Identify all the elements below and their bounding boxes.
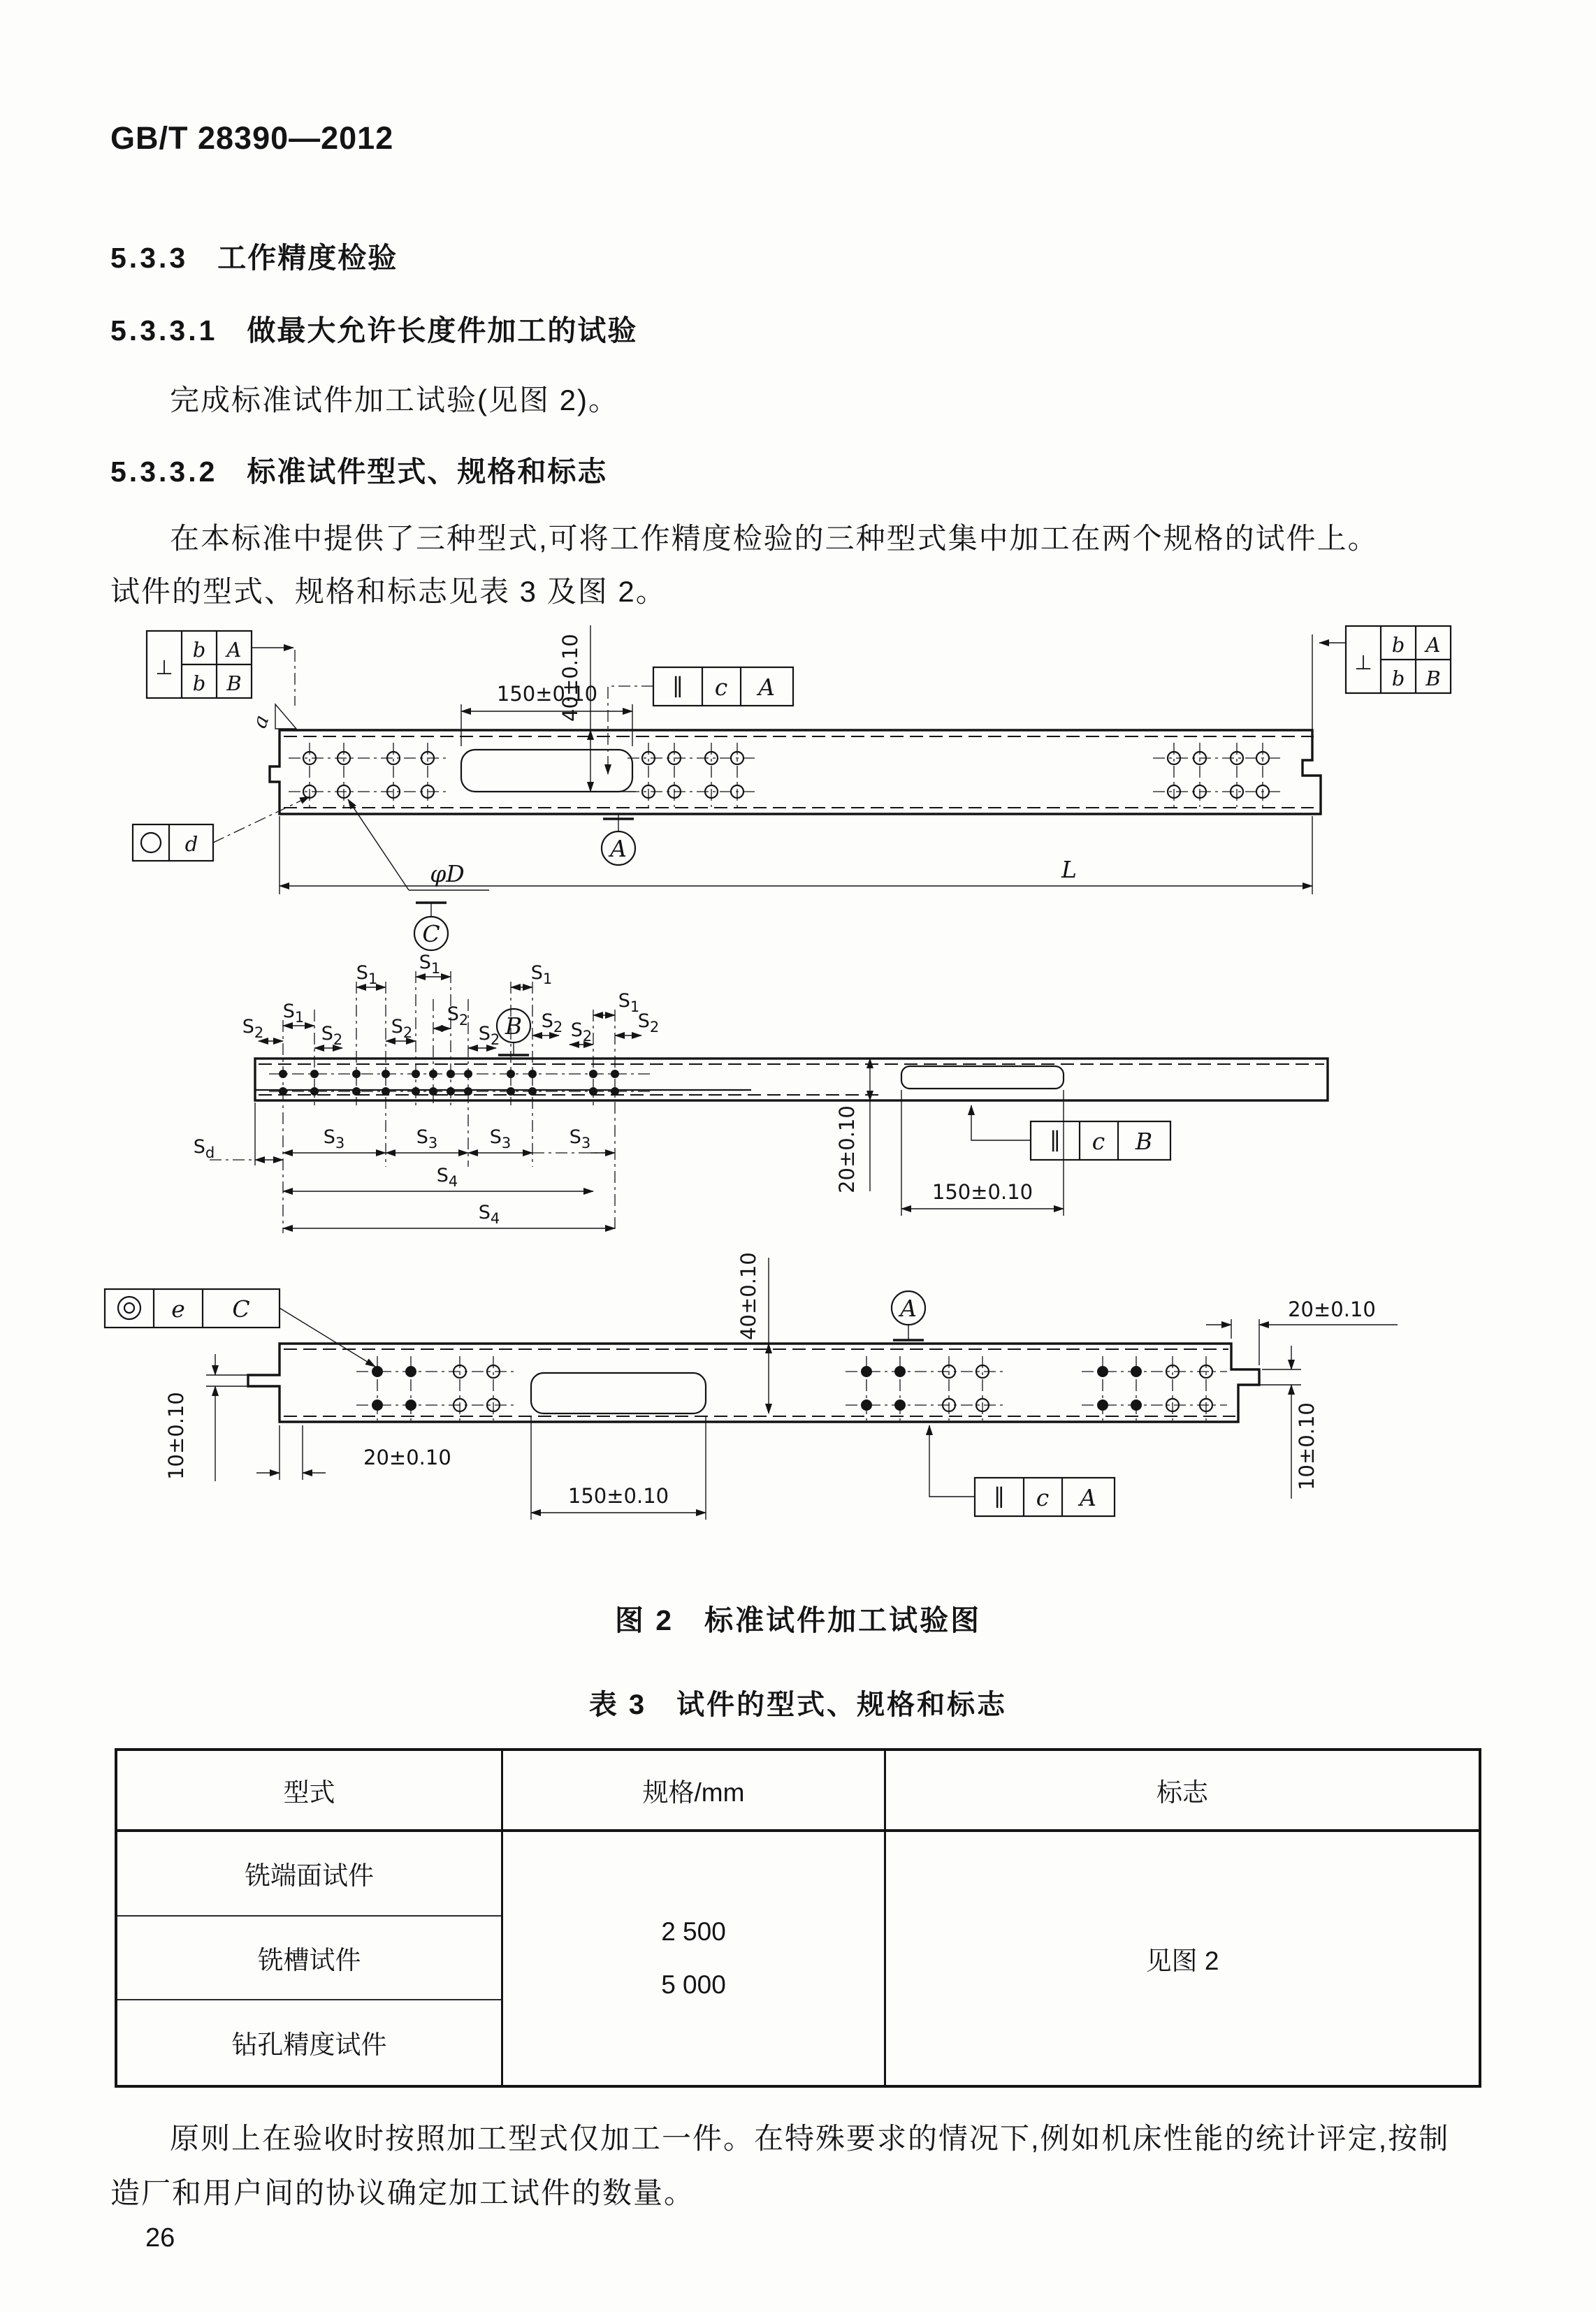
heading-5-3-3-2 — [110, 449, 607, 490]
svg-text:A: A — [226, 638, 242, 662]
view-side-elevation — [194, 952, 1328, 1233]
mark-see-figure-2: 见图 2 — [1145, 1947, 1219, 1975]
tolerance-frame-perpendicular-left — [147, 631, 296, 732]
svg-text:C: C — [422, 920, 440, 947]
svg-text:S4: $S_4$ — [436, 1165, 458, 1190]
figure-2-caption: 图 2 标准试件加工试验图 — [614, 1604, 982, 1636]
table-row-face-milling: 铣端面试件 — [117, 1832, 501, 1917]
svg-text:B: B — [1425, 667, 1441, 690]
heading-title: 工作精度检验 — [217, 242, 398, 274]
svg-text:S2: $S_2$ — [570, 1019, 593, 1045]
svg-text:S4: $S_4$ — [478, 1202, 500, 1227]
svg-text:A: A — [1425, 633, 1441, 657]
closing-paragraph-line2: 造厂和用户间的协议确定加工试件的数量。 — [110, 2176, 695, 2209]
svg-text:A: A — [900, 1295, 917, 1322]
table-col-type — [117, 1832, 503, 2085]
dim-150-bottom-view — [531, 1417, 706, 1520]
heading-5-3-3-1 — [110, 307, 637, 349]
svg-text:A: A — [758, 674, 775, 701]
view-bottom-plan — [105, 1252, 1398, 1520]
view-top-plan — [133, 625, 1451, 950]
hole-group-left-b — [356, 1356, 514, 1420]
tolerance-frame-roundness-d — [133, 797, 310, 861]
svg-text:S2: $S_2$ — [321, 1023, 343, 1048]
svg-text:A: A — [610, 835, 627, 862]
svg-text:S2: $S_2$ — [447, 1003, 469, 1028]
test-piece-drawing-svg — [0, 601, 1596, 1593]
table-row-drilling: 钻孔精度试件 — [231, 2030, 387, 2060]
svg-text:d: d — [184, 832, 198, 856]
heading-number: 5.3.3.2 — [110, 456, 218, 488]
dim-20-left-bottom — [256, 1425, 451, 1480]
svg-text:⊥: ⊥ — [1354, 650, 1372, 674]
svg-text:b: b — [192, 671, 206, 695]
svg-text:S3: $S_3$ — [569, 1126, 591, 1151]
table-header-mark: 标志 — [1156, 1778, 1208, 1807]
dim-150-side-view — [901, 1090, 1064, 1216]
svg-text:⊥: ⊥ — [155, 655, 173, 679]
tolerance-frame-parallel-cA-bottom — [929, 1425, 1115, 1516]
svg-text:c: c — [714, 674, 728, 701]
datum-A-bottom-view — [892, 1291, 925, 1340]
svg-text:B: B — [226, 671, 242, 695]
svg-text:S3: $S_3$ — [416, 1126, 438, 1151]
closing-paragraph-line1: 原则上在验收时按照加工型式仅加工一件。在特殊要求的情况下,例如机床性能的统计评定,按制 — [170, 2122, 1450, 2155]
datum-A-top-view — [602, 814, 635, 865]
svg-text:φD: φD — [430, 860, 465, 887]
hole-axes-side-view — [269, 971, 650, 1233]
svg-text:B: B — [1135, 1128, 1153, 1155]
dim-40-bottom-view — [737, 1252, 769, 1413]
svg-text:b: b — [1391, 667, 1405, 690]
svg-text:∥: ∥ — [672, 674, 683, 701]
dim-20-side-view — [835, 1059, 870, 1193]
standard-number-header: GB/T 28390—2012 — [110, 120, 394, 156]
datum-B-side-view — [497, 1009, 530, 1055]
svg-text:b: b — [192, 638, 206, 662]
svg-text:S2: $S_2$ — [242, 1016, 264, 1041]
dim-40-top-view — [558, 625, 636, 792]
svg-text:c: c — [1036, 1484, 1050, 1511]
svg-text:150±0.10: 150±0.10 — [931, 1180, 1033, 1204]
heading-5-3-3 — [110, 235, 398, 276]
datum-C-top-view — [414, 903, 448, 950]
figure-2-drawing — [0, 601, 1596, 1593]
paragraph-5-3-3-1: 完成标准试件加工试验(见图 2)。 — [170, 384, 620, 416]
svg-text:40±0.10: 40±0.10 — [558, 634, 582, 722]
heading-title: 做最大允许长度件加工的试验 — [247, 314, 638, 347]
hole-group-left — [289, 743, 449, 807]
tolerance-frame-concentricity-eC — [105, 1289, 375, 1367]
svg-text:S2: $S_2$ — [478, 1023, 500, 1048]
svg-text:S1: $S_1$ — [419, 952, 441, 977]
dims-S3-S4-Sd — [194, 1103, 615, 1228]
table-header-spec: 规格/mm — [503, 1751, 886, 1829]
svg-text:S1: $S_1$ — [282, 1001, 305, 1026]
dim-20-right-top — [1206, 1297, 1398, 1365]
tolerance-frame-parallel-cB — [971, 1105, 1170, 1160]
svg-text:150±0.10: 150±0.10 — [567, 1484, 669, 1508]
hole-group-right — [1153, 743, 1284, 807]
svg-text:S3: $S_3$ — [323, 1126, 345, 1151]
svg-text:20±0.10: 20±0.10 — [363, 1446, 451, 1469]
table-col-spec — [503, 1832, 886, 2085]
svg-text:∥: ∥ — [994, 1484, 1005, 1511]
table-3 — [115, 1748, 1481, 2088]
svg-text:S2: $S_2$ — [637, 1010, 660, 1035]
hole-group-middle — [627, 743, 758, 807]
heading-number: 5.3.3 — [110, 242, 189, 274]
spec-value-5000: 5 000 — [661, 1970, 726, 1999]
spec-value-2500: 2 500 — [661, 1917, 726, 1946]
table-col-mark — [886, 1832, 1479, 2085]
heading-number: 5.3.3.1 — [110, 314, 218, 347]
hole-group-right-b — [1082, 1356, 1227, 1420]
table-row-slot-milling: 铣槽试件 — [117, 1917, 501, 2001]
svg-text:a: a — [247, 711, 274, 732]
tolerance-frame-perpendicular-right — [1312, 626, 1451, 730]
svg-text:A: A — [1080, 1484, 1096, 1511]
dim-10-left — [164, 1354, 249, 1481]
table-header-row — [117, 1751, 1479, 1832]
svg-text:Sd: $S_d$ — [193, 1136, 215, 1161]
table-3-caption: 表 3 试件的型式、规格和标志 — [588, 1689, 1008, 1720]
svg-text:S1: $S_1$ — [356, 962, 378, 987]
hole-group-middle-b — [846, 1356, 1003, 1420]
svg-text:10±0.10: 10±0.10 — [1295, 1402, 1319, 1490]
svg-text:∥: ∥ — [1050, 1128, 1061, 1155]
svg-text:150±0.10: 150±0.10 — [496, 682, 598, 706]
svg-text:40±0.10: 40±0.10 — [737, 1252, 760, 1340]
svg-text:e: e — [171, 1295, 185, 1323]
table-header-type: 型式 — [117, 1751, 503, 1829]
page-number: 26 — [145, 2223, 175, 2253]
svg-text:S3: $S_3$ — [489, 1126, 512, 1151]
table-body — [117, 1832, 1479, 2085]
svg-text:L: L — [1061, 856, 1077, 883]
paragraph-5-3-3-2-line2: 试件的型式、规格和标志见表 3 及图 2。 — [110, 575, 667, 608]
svg-text:C: C — [232, 1295, 250, 1323]
paragraph-5-3-3-2-line1: 在本标准中提供了三种型式,可将工作精度检验的三种型式集中加工在两个规格的试件上。 — [170, 522, 1379, 555]
svg-text:c: c — [1091, 1128, 1105, 1155]
svg-text:20±0.10: 20±0.10 — [835, 1105, 859, 1193]
svg-text:10±0.10: 10±0.10 — [164, 1392, 188, 1480]
svg-text:S2: $S_2$ — [541, 1010, 563, 1035]
svg-text:b: b — [1391, 633, 1405, 657]
svg-text:S2: $S_2$ — [391, 1016, 413, 1041]
svg-text:20±0.10: 20±0.10 — [1288, 1297, 1376, 1321]
svg-text:S1: $S_1$ — [530, 962, 553, 987]
heading-title: 标准试件型式、规格和标志 — [247, 456, 608, 488]
svg-text:S1: $S_1$ — [618, 990, 640, 1015]
svg-text:B: B — [505, 1012, 523, 1040]
